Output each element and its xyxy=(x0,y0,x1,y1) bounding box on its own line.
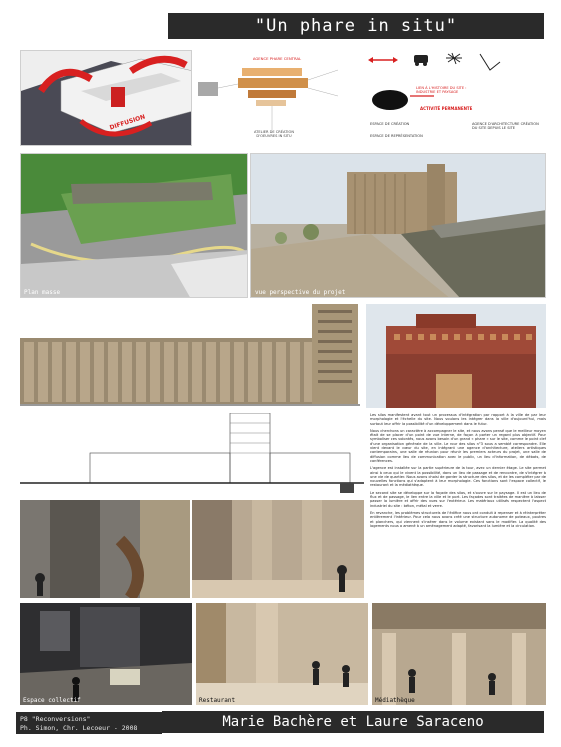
link-label: LIEN À L'HISTOIRE DU SITE : INDUSTRIE ET PAYSAGE xyxy=(416,86,467,94)
building-section xyxy=(20,413,364,499)
collective-drawing xyxy=(20,603,192,705)
site-model-drawing xyxy=(21,51,192,146)
perspective-caption: vue perspective du projet xyxy=(255,289,346,296)
project-description xyxy=(370,413,546,603)
page-title: "Un phare in situ" xyxy=(254,16,458,36)
concept-legend xyxy=(364,50,544,146)
interior-1-drawing xyxy=(20,500,190,598)
credit-course: P8 "Reconversions" xyxy=(20,715,91,723)
collective-caption: Espace collectif xyxy=(23,697,81,704)
interior-render-1 xyxy=(20,500,190,598)
perspective-image xyxy=(250,153,546,298)
elevation-drawing xyxy=(20,304,360,408)
agency-label: AGENCE D'ARCHITECTURE CRÉATION DU SITE DEPUIS LE SITE xyxy=(472,122,539,130)
course-credit xyxy=(16,712,162,734)
title-banner xyxy=(168,13,544,39)
interior-2-drawing xyxy=(192,500,364,598)
representation-label: ESPACE DE REPRÉSENTATION xyxy=(370,134,423,138)
paragraph: En revanche, les problèmes structurels de l'édifice nous ont conduit à repenser et à réinterpréter entièrement l'intérieur. Pour cela nous avons créé une structure autonome de poteaux, poutres et planchers, qui viennent s'insérer dans le volume existant sans le modifier. La qualité des logements nous a amené à un aménagement adapté, favorisant la lumière et la circulation. xyxy=(370,510,546,528)
plan-caption: Plan masse xyxy=(24,289,61,296)
silo-elevation xyxy=(20,304,360,408)
site-plan-drawing xyxy=(21,154,248,298)
authors-banner xyxy=(162,711,544,733)
section-drawing xyxy=(20,413,364,499)
paragraph: Nous cherchons un caractère à accompagner le site, et nous avons pensé que le meilleur moyen était de se placer d'un point de vue interne, de façon à porter un regard plus objectif. Pour symboliser ces volontés, nous avons besoin d'un grand « phare » sur le site, comme le point clef d'une organisation générale de la ville. Le rour des silos n°3 sous a semblé correspondre. Elle vient devant le cœur du site, en intégrant une agence d'architecture, ateliers artistiques contemporains, une salle de réunion pour réunir les premiers acteurs du projet, une salle de diffusion comme lieu de communication avec le public, un lieu d'information, de débats, de conférences. xyxy=(370,428,546,463)
diffusion-site-diagram xyxy=(20,50,192,146)
interior-render-2 xyxy=(192,500,364,598)
paragraph: L'agence est installée sur la partie supérieure de la tour, avec un dernier étage. Le site permet ainsi à ceux qui le vivent la possibilité, dans un lieu de passage et de rencontre, de s'intégrer à une vie de quartier. Nous avons choisi de garder la structure des silos, et de les compléter par de nouvelles fonctions qui s'adaptent à leur morphologie. Ces fonctions sont l'espace collectif, le restaurant et la médiathèque. xyxy=(370,466,546,488)
mediatheque-render xyxy=(372,603,546,705)
perspective-drawing xyxy=(251,154,546,298)
collective-space-render xyxy=(20,603,192,705)
mediatheque-drawing xyxy=(372,603,546,705)
restaurant-render xyxy=(196,603,368,705)
legend-icons xyxy=(364,50,544,146)
activity-label: ACTIVITÉ PERMANENTE xyxy=(420,106,473,111)
facade-drawing xyxy=(366,304,546,408)
program-organigram xyxy=(198,50,358,146)
facade-image xyxy=(366,304,546,408)
paragraph: Le second site se développe sur la façade des silos, et s'ouvre sur le paysage. Il est un lieu de flux et de passage, le lien entre la ville et le port. Les façades sont traitées de manière à laisser passer la lumière et offrir des vues sur l'extérieur. Les matériaux utilisés respectent l'aspect industriel du site : béton, métal et verre. xyxy=(370,490,546,508)
credit-professors: Ph. Simon, Chr. Lecoeur - 2008 xyxy=(20,724,138,732)
creation-label: ESPACE DE CRÉATION xyxy=(370,122,410,126)
workshop-label: ATELIER DE CRÉATION D'OEUVRES IN SITU xyxy=(253,130,295,138)
restaurant-drawing xyxy=(196,603,368,705)
restaurant-caption: Restaurant xyxy=(199,697,236,704)
mediatheque-caption: Médiathèque xyxy=(375,697,415,704)
hub-label: AGENCE PHARE CENTRAL xyxy=(252,56,302,61)
site-plan-image xyxy=(20,153,248,298)
paragraph: Les silos manifestent avant tout un processus d'intégration par rapport à la ville de par leur morphologie et l'échelle du site. Nous voulons les intégrer dans la ville d'aujourd'hui, mais surtout leur offrir la possibilité d'un développement dans le futur. xyxy=(370,413,546,426)
authors-name: Marie Bachère et Laure Saraceno xyxy=(222,714,484,730)
diffusion-label: DIFFUSION xyxy=(108,113,147,132)
